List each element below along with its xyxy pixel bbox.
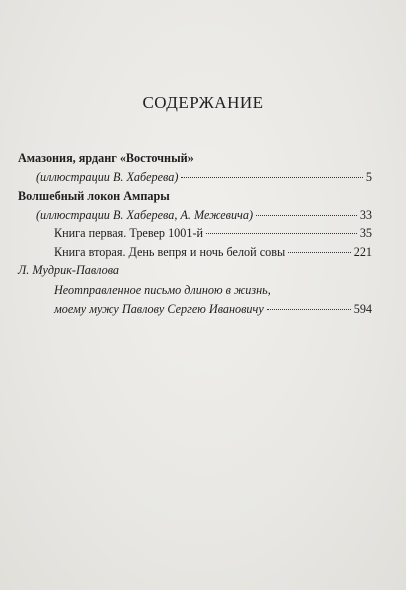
toc-entry-letter-line-two — [54, 301, 372, 317]
page-title: СОДЕРЖАНИЕ — [142, 93, 264, 112]
dot-leader — [206, 233, 357, 234]
dot-leader — [181, 177, 362, 178]
toc-entry-title: (иллюстрации В. Хаберева, А. Межевича) — [36, 208, 254, 222]
dot-leader — [288, 252, 351, 253]
toc-entry-title: Неотправленное письмо длиною в жизнь, — [54, 283, 271, 297]
toc-entry-title: Книга первая. Тревер 1001-й — [54, 226, 204, 240]
dot-leader — [267, 309, 351, 310]
toc-entry-book-one — [54, 225, 372, 241]
toc-entry-title: моему мужу Павлову Сергею Ивановичу — [54, 302, 264, 316]
toc-entry-title: Л. Мудрик-Павлова — [18, 263, 120, 277]
toc-entry-lokon-illustrations — [36, 207, 372, 223]
toc-entry-title: Волшебный локон Ампары — [18, 189, 170, 203]
toc-entry-author — [18, 262, 119, 278]
toc-page-number: 221 — [353, 245, 372, 259]
toc-page-number: 35 — [359, 226, 372, 240]
toc-entry-title: (иллюстрации В. Хаберева) — [36, 170, 179, 184]
toc-entry-title: Книга вторая. День вепря и ночь белой совы — [54, 245, 286, 259]
toc-entry-volshebny-lokon — [18, 188, 170, 204]
toc-page-number: 33 — [359, 208, 372, 222]
toc-entry-book-two — [54, 244, 372, 260]
toc-page-number: 5 — [365, 170, 372, 184]
toc-entry-title: Амазония, ярданг «Восточный» — [18, 151, 194, 165]
toc-entry-letter-line-one — [54, 282, 271, 298]
toc-entry-amazonia — [18, 150, 194, 166]
toc-entry-amazonia-illustrations — [36, 169, 372, 185]
toc-page-number: 594 — [353, 302, 372, 316]
dot-leader — [256, 215, 357, 216]
